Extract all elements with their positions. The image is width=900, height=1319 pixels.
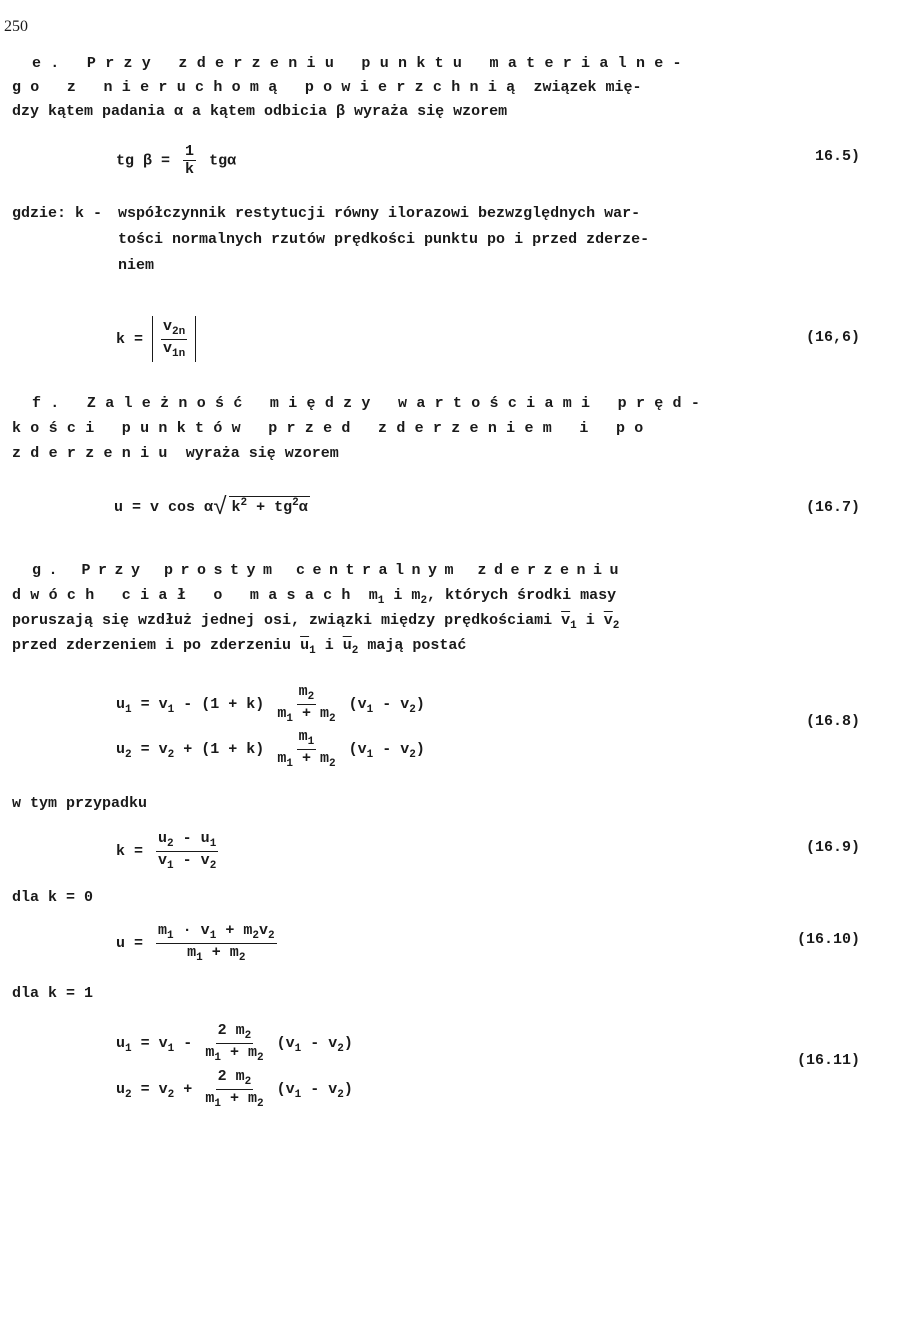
- equation-16-7: [114, 495, 310, 522]
- sub: 2: [167, 838, 174, 850]
- eq-lhs: k =: [116, 331, 144, 349]
- equation-16-11-u1: [116, 1022, 353, 1064]
- sub: 2: [420, 595, 428, 607]
- sub: 2: [351, 645, 359, 657]
- sub: 2: [267, 930, 275, 942]
- fraction: [156, 830, 218, 872]
- section-e-line2-emph: go z nieruchomą powierzchnią: [12, 79, 525, 96]
- m: m: [298, 728, 308, 745]
- section-f-line3-emph: zderzeniu: [12, 445, 177, 462]
- section-f-line3: [12, 445, 339, 462]
- sub: 1: [167, 859, 174, 872]
- v1: $\overline{v}$: [561, 612, 571, 629]
- fraction: [161, 318, 187, 360]
- numerator: v: [163, 318, 173, 335]
- plus-tg: + tg: [256, 499, 293, 516]
- plus-m: + m: [301, 704, 329, 722]
- equation-label-16-7: (16.7): [805, 499, 860, 516]
- m: m: [277, 749, 287, 767]
- k: k: [231, 499, 241, 516]
- paren: ): [415, 696, 425, 714]
- sub: 2: [209, 859, 217, 872]
- plus-m: + m: [301, 749, 329, 767]
- section-e-line2: [12, 79, 642, 96]
- radical-sign: √: [213, 495, 228, 522]
- equation-16-11-u2: [116, 1068, 353, 1110]
- paren: (v: [348, 696, 367, 714]
- paren: ): [343, 1035, 353, 1053]
- for-k-1: dla k = 1: [12, 985, 94, 1002]
- sub: 2: [337, 1089, 344, 1102]
- section-g-line3: [12, 612, 619, 632]
- minus-v: - v: [182, 851, 210, 869]
- numerator: 1: [185, 143, 195, 160]
- u: u: [116, 1035, 126, 1053]
- denominator: k: [185, 161, 195, 179]
- u: u: [158, 830, 168, 847]
- eq: = v: [140, 741, 168, 759]
- page-number: 250: [4, 18, 28, 35]
- sub: 2: [167, 749, 175, 762]
- eq-lhs: tg β =: [116, 152, 171, 170]
- fraction: [277, 728, 335, 770]
- sub: 2: [125, 1089, 132, 1102]
- eq: = v: [140, 1035, 168, 1053]
- section-g-line2-rest: , których środki masy: [427, 587, 617, 604]
- sub: 2: [252, 930, 259, 942]
- text: mają postać: [367, 637, 467, 654]
- sub: 2: [328, 757, 336, 770]
- paren: (v: [276, 1081, 295, 1099]
- section-e-line2-rest: związek mię-: [533, 79, 642, 96]
- text: przed zderzeniem i po zderzeniu: [12, 637, 292, 654]
- op: - (1 + k): [183, 696, 265, 714]
- section-g-line2-emph: dwóch ciał o masach: [12, 587, 360, 604]
- u: u: [116, 1081, 126, 1099]
- op: +: [183, 1081, 193, 1099]
- sub: 1: [209, 838, 217, 850]
- in-this-case: w tym przypadku: [12, 795, 148, 812]
- u2: $\overline{u}$: [342, 637, 352, 654]
- equation-16-10: [116, 922, 281, 964]
- section-g-line1: g. Przy prostym centralnym zderzeniu: [32, 562, 627, 579]
- sub: 2: [328, 712, 336, 725]
- m: m: [205, 1043, 215, 1061]
- absolute-value: [152, 316, 196, 362]
- equation-label-16-8: (16.8): [805, 713, 860, 730]
- sub: 2: [409, 704, 416, 717]
- sub: 2: [307, 691, 315, 703]
- plus-m: + m: [211, 943, 239, 961]
- sub: 1: [125, 1043, 132, 1056]
- u: u: [116, 696, 126, 714]
- radicand: [229, 496, 309, 516]
- sub: 1: [167, 704, 175, 717]
- equation-label-16-10: (16.10): [796, 931, 860, 948]
- sub: 2: [256, 1097, 264, 1110]
- equation-16-8-u2: [116, 728, 425, 770]
- m1: m: [368, 587, 378, 604]
- section-e-line1: e. Przy zderzeniu punktu materialne-: [32, 55, 691, 72]
- sub: 2: [337, 1043, 344, 1056]
- plus-m: + m: [229, 1043, 257, 1061]
- fraction: [156, 922, 277, 964]
- m: m: [298, 683, 308, 700]
- v2: $\overline{v}$: [603, 612, 613, 629]
- minus: - v: [310, 1081, 338, 1099]
- sub: 2: [244, 1076, 252, 1088]
- sup: 2: [240, 497, 248, 509]
- where-line2: tości normalnych rzutów prędkości punktu po i przed zderze-: [118, 231, 650, 248]
- sub: 2: [125, 749, 132, 762]
- v: v: [258, 922, 268, 939]
- sub: 1: [214, 1097, 221, 1110]
- two-m: 2 m: [217, 1068, 245, 1085]
- for-k-0: dla k = 0: [12, 889, 94, 906]
- op: + (1 + k): [183, 741, 265, 759]
- u: u: [116, 741, 126, 759]
- sub: 1: [309, 645, 316, 657]
- paren: (v: [348, 741, 367, 759]
- paren: ): [343, 1081, 353, 1099]
- fraction: [277, 683, 335, 725]
- sub: 2: [244, 1030, 252, 1042]
- plus-m: + m: [229, 1089, 257, 1107]
- eq-lhs: k =: [116, 843, 144, 861]
- eq: = v: [140, 696, 168, 714]
- v: v: [158, 851, 168, 869]
- section-f-line3-rest: wyraża się wzorem: [185, 445, 339, 462]
- denominator: v: [163, 339, 173, 357]
- equation-label-16-6: (16,6): [805, 329, 860, 346]
- eq-lhs: u =: [116, 935, 144, 953]
- dot-v: · v: [182, 922, 210, 939]
- minus: - v: [310, 1035, 338, 1053]
- section-f-line1: f. Zależność między wartościami pręd-: [32, 395, 710, 412]
- section-g-line4: [12, 637, 466, 657]
- two-m: 2 m: [217, 1022, 245, 1039]
- and: i: [393, 587, 403, 604]
- equation-label-16-11: (16.11): [796, 1052, 860, 1069]
- u1: $\overline{u}$: [300, 637, 310, 654]
- where-line1: współczynnik restytucji równy ilorazowi bezwzględnych war-: [118, 205, 641, 222]
- equation-16-6: [116, 316, 196, 362]
- and: i: [324, 637, 334, 654]
- equation-label-16-5: 16.5): [814, 148, 860, 165]
- equation-label-16-9: (16.9): [805, 839, 860, 856]
- where-line3: niem: [118, 257, 155, 274]
- m: m: [187, 943, 197, 961]
- equation-16-9: [116, 830, 222, 872]
- fraction: [205, 1022, 263, 1064]
- and: i: [585, 612, 595, 629]
- sup: 2: [292, 497, 299, 509]
- sub: 1: [167, 930, 174, 942]
- m: m: [277, 704, 287, 722]
- section-g-line2: [12, 587, 616, 607]
- numerator-sub: 2n: [172, 326, 186, 338]
- equation-16-8-u1: [116, 683, 425, 725]
- sub: 1: [377, 595, 385, 607]
- denominator-sub: 1n: [172, 347, 186, 360]
- paren: (v: [276, 1035, 295, 1053]
- sub: 1: [294, 1089, 302, 1102]
- sub: 1: [214, 1051, 221, 1064]
- m2: m: [411, 587, 421, 604]
- section-e-line3: dzy kątem padania α a kątem odbicia β wyraża się wzorem: [12, 103, 508, 120]
- eq-lhs: u = v cos α: [114, 499, 214, 516]
- sub: 2: [612, 620, 620, 632]
- m: m: [158, 922, 168, 939]
- sub: 1: [307, 736, 315, 748]
- text: poruszają się wzdłuż jednej osi, związki między prędkościami: [12, 612, 553, 629]
- sub: 2: [256, 1051, 264, 1064]
- sub: 1: [209, 930, 217, 942]
- minus: - v: [382, 741, 410, 759]
- eq-rhs: tgα: [209, 152, 237, 170]
- fraction: [183, 143, 196, 179]
- sub: 2: [409, 749, 416, 762]
- sub: 1: [286, 712, 293, 725]
- minus-u: - u: [182, 830, 210, 847]
- alpha: α: [298, 499, 308, 516]
- sub: 2: [238, 951, 246, 964]
- equation-16-5: [116, 143, 236, 179]
- sub: 1: [286, 757, 293, 770]
- sub: 1: [366, 749, 374, 762]
- eq: = v: [140, 1081, 168, 1099]
- sub: 1: [125, 704, 132, 717]
- m: m: [205, 1089, 215, 1107]
- op: -: [183, 1035, 193, 1053]
- paren: ): [415, 741, 425, 759]
- sub: 1: [167, 1043, 175, 1056]
- sub: 1: [196, 951, 203, 964]
- sub: 1: [570, 620, 577, 632]
- section-f-line2: kości punktów przed zderzeniem i po: [12, 420, 653, 437]
- fraction: [205, 1068, 263, 1110]
- minus: - v: [382, 696, 410, 714]
- sub: 1: [366, 704, 374, 717]
- sub: 2: [167, 1089, 175, 1102]
- sub: 1: [294, 1043, 302, 1056]
- where-label: gdzie: k -: [12, 205, 103, 222]
- plus-m: + m: [225, 922, 253, 939]
